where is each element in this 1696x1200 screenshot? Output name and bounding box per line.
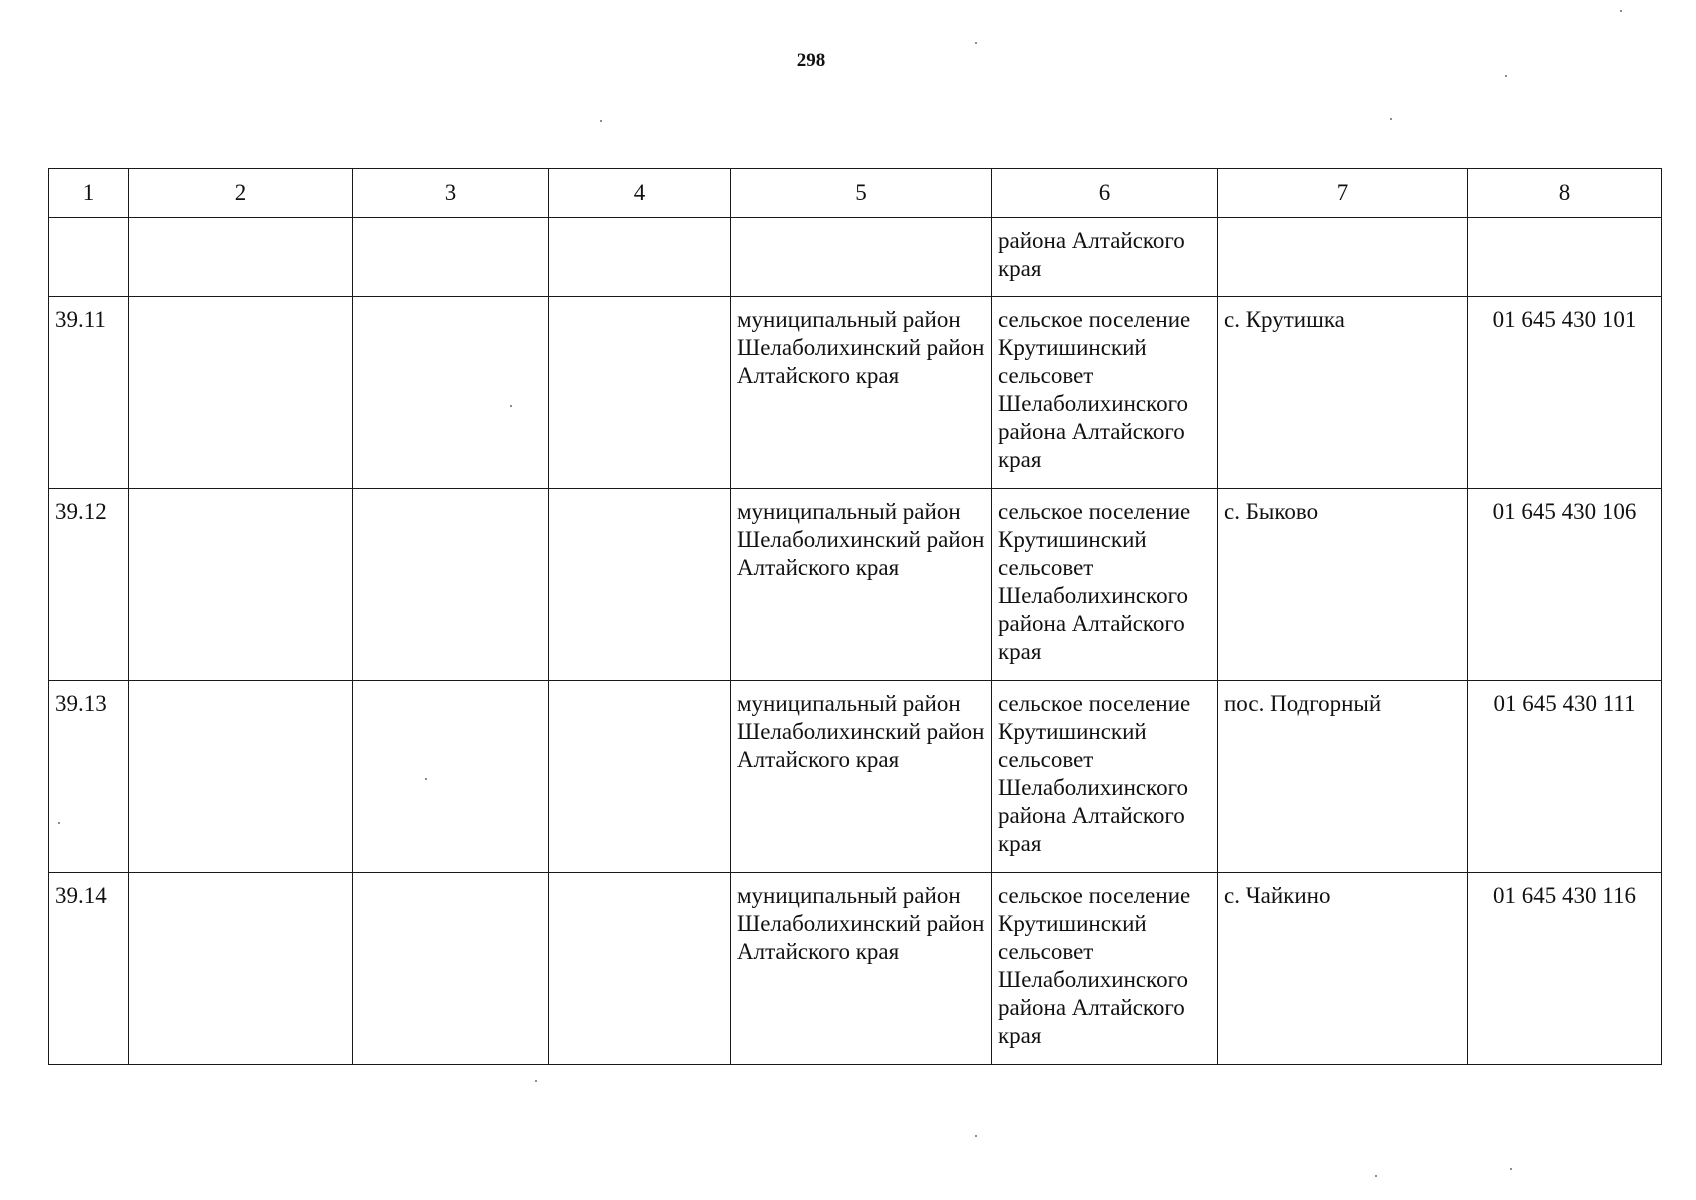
row-number: 39.13 [49,681,129,873]
scan-speck [58,822,60,824]
row-number: 39.11 [49,297,129,489]
table-cell [549,297,731,489]
table-cell [353,297,549,489]
table-cell [353,873,549,1065]
code-cell: 01 645 430 106 [1468,489,1662,681]
scan-speck [1510,1168,1512,1170]
scan-speck [1390,118,1392,120]
table-cell [731,218,992,297]
column-header: 8 [1468,169,1662,218]
settlement-cell: сельское поселение Крутишинский сельсовет Шелаболихинского района Алтайского края [992,489,1218,681]
column-header: 6 [992,169,1218,218]
row-number: 39.14 [49,873,129,1065]
locality-cell: с. Быково [1218,489,1468,681]
page-number: 298 [796,50,826,71]
continuation-row [49,218,1662,297]
column-header: 5 [731,169,992,218]
scan-speck [1505,75,1507,77]
table-cell [549,218,731,297]
settlement-cell: сельское поселение Крутишинский сельсовет Шелаболихинского района Алтайского края [992,297,1218,489]
table-cell [549,489,731,681]
table-cell [1468,218,1662,297]
code-cell: 01 645 430 101 [1468,297,1662,489]
table-cell: района Алтайского края [992,218,1218,297]
municipal-district-cell: муниципальный район Шелаболихинский район Алтайского края [731,489,992,681]
municipal-district-cell: муниципальный район Шелаболихинский район Алтайского края [731,681,992,873]
column-header: 1 [49,169,129,218]
table-cell [129,873,353,1065]
table-cell [49,218,129,297]
table-cell [129,489,353,681]
table-cell [549,873,731,1065]
scan-speck [1620,10,1622,12]
scan-speck [510,405,512,407]
table-cell [353,489,549,681]
settlement-cell: сельское поселение Крутишинский сельсовет Шелаболихинского района Алтайского края [992,873,1218,1065]
table-cell [353,218,549,297]
table-row [49,873,1662,1065]
scan-speck [975,42,977,44]
table-row [49,681,1662,873]
table-cell [1218,218,1468,297]
locality-cell: пос. Подгорный [1218,681,1468,873]
table-cell [129,681,353,873]
row-number: 39.12 [49,489,129,681]
column-header: 3 [353,169,549,218]
registry-table [48,168,1662,1065]
settlement-cell: сельское поселение Крутишинский сельсовет Шелаболихинского района Алтайского края [992,681,1218,873]
municipal-district-cell: муниципальный район Шелаболихинский район Алтайского края [731,873,992,1065]
scan-speck [425,778,427,780]
code-cell: 01 645 430 111 [1468,681,1662,873]
municipal-district-cell: муниципальный район Шелаболихинский район Алтайского края [731,297,992,489]
locality-cell: с. Крутишка [1218,297,1468,489]
column-header: 2 [129,169,353,218]
scan-speck [600,120,602,122]
column-header: 7 [1218,169,1468,218]
locality-cell: с. Чайкино [1218,873,1468,1065]
table-row [49,297,1662,489]
table-cell [353,681,549,873]
scan-speck [535,1080,537,1082]
table-cell [549,681,731,873]
scan-speck [1375,1175,1377,1177]
scan-speck [975,1135,977,1137]
column-header: 4 [549,169,731,218]
table-cell [129,297,353,489]
table-cell [129,218,353,297]
code-cell: 01 645 430 116 [1468,873,1662,1065]
table-row [49,489,1662,681]
column-number-row [49,169,1662,218]
